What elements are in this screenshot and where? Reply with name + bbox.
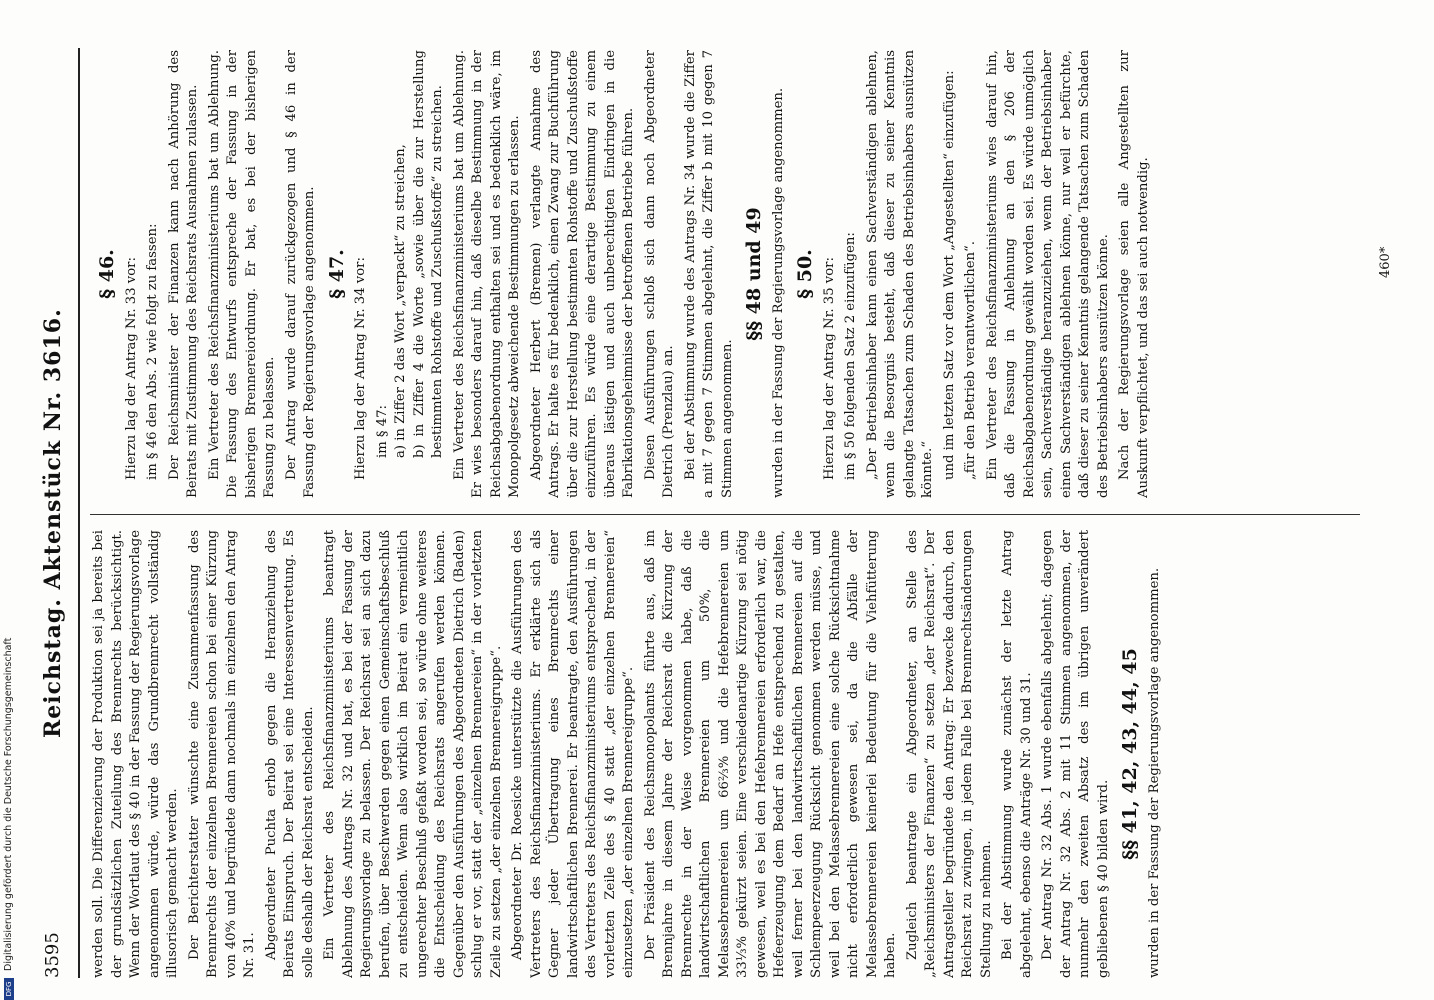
paragraph: Der Präsident des Reichsmonopolamts führte aus, daß im Brennjahre in diesem Jahre der Reichsrat die Kürzung der Brennrechte in der Weise vorgenommen habe, daß die landwirtschaftlichen Brennereien um 50%, die Melassebrennereien um 66⅔% und die Hefebrennereien um 33⅓% gekürzt seien. Eine verschiedenartige Kürzung sei nötig gewesen, weil es bei den Hefebrennereien erforderlich war, die Hefeerzeugung dem Bedarf an Hefe entsprechend zu gestalten, weil ferner bei den landwirtschaftlichen Brennereien auf die Schlempeerzeugung Rücksicht genommen werden müsse, und weil bei den Melassebrennereien eine solche Rücksichtnahme nicht erforderlich gewesen sei, da die Abfälle der Melassebrennereien keinerlei Bedeutung für die Viehfütterung haben. bbox=[642, 530, 898, 978]
column-divider bbox=[90, 514, 1360, 515]
paragraph: Abgeordneter Dr. Roesicke unterstützte die Ausführungen des Vertreters des Reichsfinanzministeriums. Er erklärte sich als Gegner jeder Übertragung eines Brennrechts einer landwirtschaftlichen Brennerei. Er beantragte, den Ausführungen des Vertreters des Reichsfinanzministeriums entsprechend, in der vorletzten Zeile des § 40 statt „der einzelnen Brennereien“ einzusetzen „der einzelnen Brennereigruppe“. bbox=[510, 530, 636, 978]
section-heading: § 50. bbox=[794, 249, 816, 299]
page-content bbox=[38, 48, 1418, 978]
paragraph: wurden in der Fassung der Regierungsvorlage angenommen. bbox=[770, 87, 786, 498]
paragraph: Diesen Ausführungen schloß sich dann noch Abgeordneter Dietrich (Prenzlau) an. bbox=[642, 50, 676, 498]
paragraph: werden soll. Die Differenzierung der Produktion sei ja bereits bei der grundsätzlichen Zuteilung des Brennrechts berücksichtigt. Wenn der Wortlaut des § 40 in der Fassung der Regierungsvorlage angenommen würde, würde das Grundbrennrecht vollständig illusorisch gemacht werden. bbox=[91, 530, 180, 978]
paragraph: und im letzten Satz vor dem Wort „Angestellten“ einzufügen: bbox=[941, 70, 957, 480]
paragraph: Ein Vertreter des Reichsfinanzministeriums beantragt Ablehnung des Antrags Nr. 32 und bat, es bei der Fassung der Regierungsvorlage zu belassen. Der Reichsrat sei an sich dazu berufen, über Beschwerden gegen einen Gemeinschaftsbeschluß zu entscheiden. Wenn also wirklich im Beirat ein vermeintlich ungerechter Beschluß gefaßt worden sei, so würde ohne weiteres die Entscheidung des Reichsrats angerufen werden können. Gegenüber den Ausführungen des Abgeordneten Dietrich (Baden) schlug er vor, statt der „einzelnen Brennereien“ in der vorletzten Zeile zu setzen „der einzelnen Brennereigruppe“. bbox=[322, 530, 504, 978]
paragraph: Der Antrag wurde darauf zurückgezogen und § 46 in der Fassung der Regierungsvorlage angenommen. bbox=[283, 50, 317, 498]
paragraph: Bei der Abstimmung wurde zunächst der letzte Antrag abgelehnt, ebenso die Anträge Nr. 30 und 31. bbox=[1000, 530, 1034, 978]
paragraph: Der Berichterstatter wünschte eine Zusammenfassung des Brennrechts der einzelnen Brennereien schon bei einer Kürzung von 40% und begründete dann nochmals im einzelnen den Antrag Nr. 31. bbox=[186, 530, 257, 978]
paragraph: Hierzu lag der Antrag Nr. 33 vor: bbox=[123, 257, 139, 480]
margin-note-text: Digitalisierung gefördert durch die Deutsche Forschungsgemeinschaft bbox=[3, 637, 14, 971]
paragraph: Hierzu lag der Antrag Nr. 34 vor: bbox=[353, 257, 368, 480]
right-text-column bbox=[90, 50, 1380, 498]
list-item: b) in Ziffer 4 die Worte „sowie über die zur Herstellung bestimmten Rohstoffe und Zuschußstoffe“ zu streichen. bbox=[411, 50, 445, 458]
section-heading: §§ 41, 42, 43, 44, 45 bbox=[1119, 648, 1141, 860]
list-item: a) in Ziffer 2 das Wort „verpackt“ zu streichen, bbox=[393, 144, 408, 458]
paragraph: Ein Vertreter des Reichsfinanzministeriums wies darauf hin, daß die Fassung in Anlehnung an den § 206 der Reichsabgabenordnung gewählt worden sei. Es würde unmöglich sein, Sachverständige heranzuziehen, wenn der Betriebsinhaber einen Sachverständigen ablehnen könne, nur weil er befürchte, daß dieser zu seiner Kenntnis gelangende Tatsachen zum Schaden des Betriebsinhabers ausnützen könne. bbox=[984, 50, 1111, 498]
paragraph: Ein Vertreter des Reichsfinanzministeriums bat um Ablehnung. Er wies besonders darauf hin, daß dieselbe Bestimmung in der Reichsabgabenordnung enthalten sei und es bedenklich wäre, im Monopolgesetz abweichende Bestimmungen zu erlassen. bbox=[451, 50, 522, 498]
paragraph: Abgeordneter Puchta erhob gegen die Heranziehung des Beirats Einspruch. Der Beirat sei eine Interessenvertretung. Es solle deshalb der Reichsrat entscheiden. bbox=[263, 530, 316, 978]
paragraph: „für den Betrieb verantwortlichen“. bbox=[963, 241, 978, 480]
paragraph: Abgeordneter Herbert (Bremen) verlangte Annahme des Antrags. Er halte es für bedenklich, einen Zwang zur Buchführung über die zur Herstellung bestimmten Rohstoffe und Zuschußstoffe einzuführen. Es würde eine derartige Bestimmung zu einem überaus lästigen und auch unberechtigten Eindringen in die Fabrikationsgeheimnisse der betroffenen Betriebe führen. bbox=[528, 50, 636, 498]
paragraph: „Der Betriebsinhaber kann einen Sachverständigen ablehnen, wenn die Besorgnis besteht, daß dieser zu seiner Kenntnis gelangte Tatsachen zum Schaden des Betriebsinhabers ausnützen könnte.“ bbox=[864, 50, 935, 498]
paragraph: Der Reichsminister der Finanzen kann nach Anhörung des Beirats mit Zustimmung des Reichsrats Ausnahmen zulassen. bbox=[166, 50, 200, 498]
section-heading: §§ 48 und 49 bbox=[743, 207, 765, 341]
amendment-list bbox=[374, 50, 448, 458]
section-heading: § 46. bbox=[96, 249, 118, 299]
paragraph: Hierzu lag der Antrag Nr. 35 vor: bbox=[821, 257, 837, 480]
left-text-column bbox=[90, 530, 1380, 978]
paragraph: Bei der Abstimmung wurde des Antrags Nr. 34 wurde die Ziffer a mit 7 gegen 7 Stimmen abgelehnt, die Ziffer b mit 10 gegen 7 Stimmen angenommen. bbox=[682, 50, 735, 498]
list-item: im § 47: bbox=[374, 405, 390, 458]
paragraph: Der Antrag Nr. 32 Abs. 1 wurde ebenfalls abgelehnt; dagegen der Antrag Nr. 32 Abs. 2 mit 11 Stimmen angenommen, der nunmehr den zweiten Absatz des im übrigen unverändert gebliebenen § 40 bilden wird. bbox=[1040, 530, 1111, 978]
paragraph: Zugleich beantragte ein Abgeordneter, an Stelle des „Reichsministers der Finanzen“ zu setzen „der Reichsrat“. Der Antragsteller begründete den Antrag: Er bezwecke dadurch, den Reichsrat zu zwingen, in jedem Falle bei Brennrechtsänderungen Stellung zu nehmen. bbox=[904, 530, 994, 978]
paragraph: wurden in der Fassung der Regierungsvorlage angenommen. bbox=[1146, 567, 1162, 978]
dfg-margin-note bbox=[3, 608, 14, 1000]
paragraph: Nach der Regierungsvorlage seien alle Angestellten zur Auskunft verpflichtet, und das sei auch notwendig. bbox=[1117, 50, 1151, 498]
section-heading: § 47. bbox=[325, 249, 348, 299]
dfg-logo: DFG bbox=[4, 978, 14, 1000]
page-signature: 460* bbox=[1378, 246, 1393, 278]
page-header bbox=[38, 48, 80, 978]
paragraph: im § 50 folgenden Satz 2 einzufügen: bbox=[843, 232, 858, 480]
paragraph: Ein Vertreter des Reichsfinanzministeriums bat um Ablehnung. Die Fassung des Entwurfs entspreche der Fassung in der bisherigen Brennereiordnung. Er bat, es bei der bisherigen Fassung zu belassen. bbox=[206, 50, 277, 498]
page-number-left: 3595 bbox=[42, 932, 63, 978]
paragraph: im § 46 den Abs. 2 wie folgt zu fassen: bbox=[145, 223, 160, 480]
page-title: Reichstag. Aktenstück Nr. 3616. bbox=[40, 308, 66, 738]
